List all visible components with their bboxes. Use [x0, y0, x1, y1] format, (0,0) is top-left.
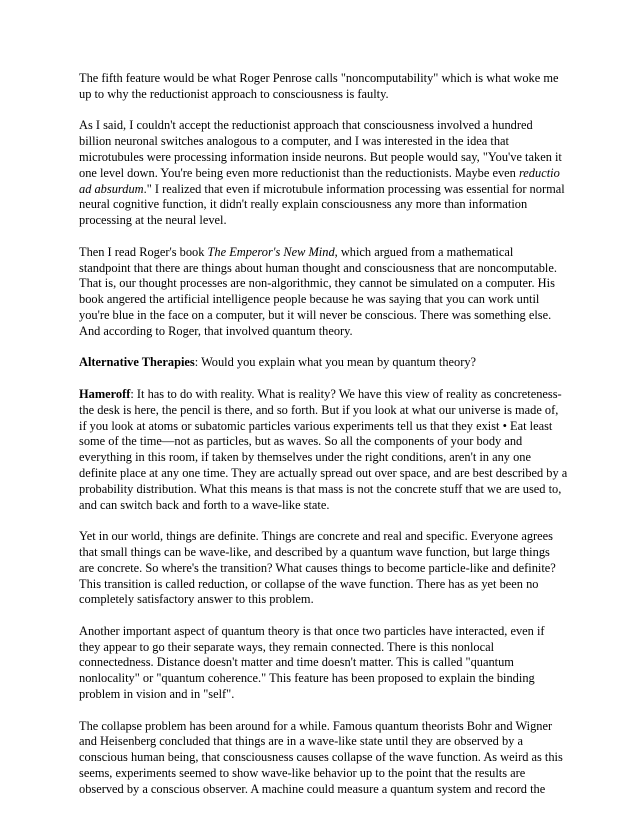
text-run: Yet in our world, things are definite. Things are concrete and real and specific. Everyone agrees that small things can be wave-like, and described by a quantum wave function, but large things are concrete. So where's the transition? What causes things to become particle-like and definite? This transition is called reduction, or collapse of the wave function. There has as yet been no completely satisfactory answer to this problem. [79, 529, 556, 607]
paragraph-2 [79, 118, 568, 229]
paragraph-4 [79, 355, 568, 371]
speaker-label: Hameroff [79, 386, 131, 401]
italic-run: reductio ad absurdum [79, 165, 560, 196]
paragraph-1 [79, 71, 568, 103]
text-run: The collapse problem has been around for a while. Famous quantum theorists Bohr and Wigner and Heisenberg concluded that things are in a wave-like state until they are observed by a conscious human being, that consciousness causes collapse of the wave function. As weird as this seems, experiments seemed to show wave-like behavior up to the point that the results are observed by a conscious observer. A machine could measure a quantum system and record the [79, 718, 563, 796]
text-run: As I said, I couldn't accept the reductionist approach that consciousness involved a hundred billion neuronal switches analogous to a computer, and I was interested in the idea that microtubules were processing information inside neurons. But people would say, "You've taken it one level down. You're being even more reductionist than the reductionists. Maybe even [79, 118, 562, 180]
paragraph-8 [79, 719, 568, 798]
paragraph-5 [79, 387, 568, 513]
paragraph-7 [79, 624, 568, 703]
paragraph-3 [79, 245, 568, 340]
text-run: The fifth feature would be what Roger Penrose calls "noncomputability" which is what woke me up to why the reductionist approach to consciousness is faulty. [79, 71, 559, 101]
text-run: ." I realized that even if microtubule information processing was essential for normal neural cognitive function, it didn't really explain consciousness any more than information processing at the neural level. [79, 181, 565, 228]
text-run: Then I read Roger's book [79, 244, 208, 259]
text-run: : Would you explain what you mean by quantum theory? [194, 355, 477, 370]
speaker-label: Alternative Therapies [79, 355, 195, 370]
text-run: Another important aspect of quantum theory is that once two particles have interacted, even if they appear to go their separate ways, they remain connected. There is this nonlocal connectedness. Distance doesn't matter and time doesn't matter. This is called "quantum nonlocality" or "quantum coherence." This feature has been proposed to explain the binding problem in vision and in "self". [79, 623, 545, 702]
text-run: , which argued from a mathematical standpoint that there are things about human thought and consciousness that are noncomputable. That is, our thought processes are non-algorithmic, they cannot be simulated on a computer. His book angered the artificial intelligence people because he was saying that you can work until you're blue in the face on a computer, but it will never be conscious. There was something else. And according to Roger, that involved quantum theory. [79, 244, 557, 338]
book-title: The Emperor's New Mind [207, 244, 335, 259]
text-run: : It has to do with reality. What is reality? We have this view of reality as concreteness-the desk is here, the pencil is there, and so forth. But if you look at what our universe is made of, if you look at atoms or subatomic particles various experiments tell us that they exist • Eat least some of the time—not as particles, but as waves. So all the components of your body and everything in this room, if taken by themselves under the right conditions, aren't in any one definite place at any one time. They are actually spread out over space, and are best described by a probability distribution. What this means is that mass is not the concrete stuff that we are used to, and can switch back and forth to a wave-like state. [79, 386, 568, 512]
paragraph-6 [79, 529, 568, 608]
